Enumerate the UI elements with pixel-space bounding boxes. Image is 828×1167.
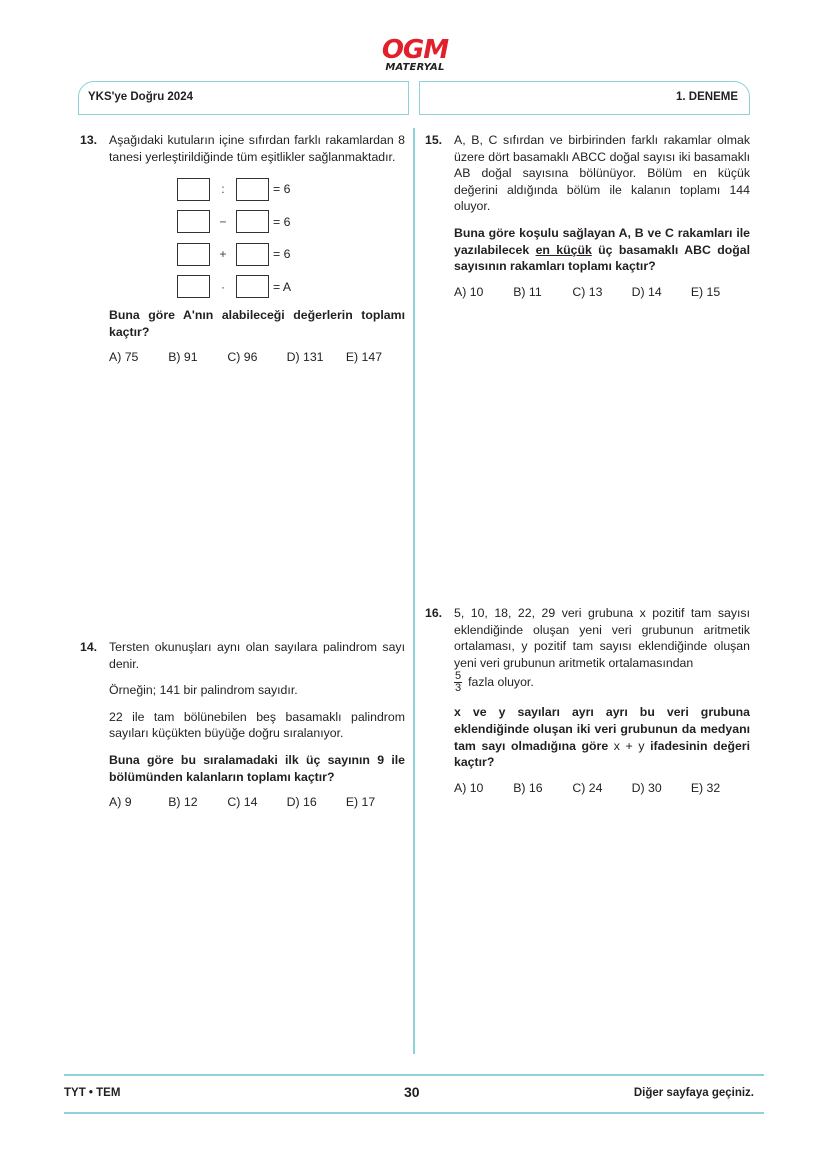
fraction-numerator: 5 (455, 670, 462, 683)
question-text: A, B, C sıfırdan ve birbirinden farklı rakamlar olmak üzere dört basamaklı ABCC doğal sayısı iki basamaklı AB doğal sayısına bölünüyor. Bölüm en küçük değerini aldığında bölüm ile kalanın toplamı 144 oluyor. (454, 133, 750, 214)
empty-box (177, 178, 210, 201)
question-number: 14. (80, 640, 98, 654)
equation-row (177, 173, 405, 206)
prompt-expression: x + y (613, 738, 645, 753)
prompt-part-2: üç basamaklı ABC doğal sayısının rakamları toplamı kaçtır? (454, 242, 751, 274)
fraction (454, 671, 462, 694)
choice-e[interactable]: E) 15 (690, 284, 721, 299)
logo-sub-text: MATERYAL (385, 62, 445, 73)
choice-d[interactable]: D) 16 (286, 795, 317, 810)
equation-row (177, 238, 405, 271)
choice-d[interactable]: D) 131 (286, 350, 324, 365)
choice-a[interactable]: A) 10 (454, 780, 484, 795)
choice-b[interactable]: B) 91 (168, 350, 198, 365)
operator: : (221, 182, 225, 197)
answer-choices (454, 780, 750, 797)
ogm-materyal-logo (373, 35, 457, 73)
empty-box (177, 243, 210, 266)
equation-row (177, 206, 405, 239)
footer-left: TYT • TEM (64, 1087, 121, 1099)
prompt-part-1: Buna göre koşulu sağlayan A, B ve C rakamları ile yazılabilecek (454, 225, 750, 257)
question-15 (425, 132, 750, 300)
question-14 (80, 639, 405, 811)
footer-right: Diğer sayfaya geçiniz. (633, 1087, 754, 1099)
book-title: YKS'ye Doğru 2024 (88, 91, 193, 103)
question-number: 13. (80, 133, 98, 147)
question-text-2: 22 ile tam bölünebilen beş basamaklı palindrom sayıları küçükten büyüğe doğru sıralanıyor. (109, 709, 405, 741)
operator: · (220, 279, 226, 294)
exam-title: 1. DENEME (676, 91, 738, 103)
choice-d[interactable]: D) 30 (631, 780, 662, 795)
choice-a[interactable]: A) 9 (109, 795, 132, 810)
choice-e[interactable]: E) 32 (690, 780, 721, 795)
question-text: Tersten okunuşları aynı olan sayılara palindrom sayı denir. (109, 640, 405, 671)
choice-c[interactable]: C) 24 (572, 780, 603, 795)
question-prompt (454, 225, 750, 275)
footer-bottom-rule (64, 1112, 764, 1114)
question-number: 15. (425, 133, 443, 147)
equation-result: = 6 (273, 182, 291, 197)
question-text-end: fazla oluyor. (468, 675, 534, 690)
prompt-underlined: en küçük (535, 242, 592, 257)
question-16 (425, 605, 750, 796)
operator: − (219, 214, 227, 229)
page-number: 30 (404, 1084, 420, 1100)
operator: + (219, 247, 227, 262)
logo-main-text: OGM (381, 35, 449, 65)
choice-e[interactable]: E) 147 (345, 350, 383, 365)
choice-b[interactable]: B) 12 (168, 795, 198, 810)
question-prompt (454, 704, 750, 770)
empty-box (236, 275, 269, 298)
column-divider (413, 128, 415, 1054)
choice-e[interactable]: E) 17 (345, 795, 376, 810)
choice-b[interactable]: B) 11 (513, 284, 542, 299)
header-left-box (78, 81, 409, 115)
question-text-main: 5, 10, 18, 22, 29 veri grubuna x pozitif tam sayısı eklendiğinde oluşan yeni veri grubunun aritmetik ortalaması, y pozitif tam sayısı eklendiğinde oluşan yeni veri grubunun aritmetik ortalamasından (454, 606, 750, 670)
equation-result: = 6 (273, 247, 291, 262)
prompt-part-2: ifadesinin değeri kaçtır? (454, 738, 750, 770)
empty-box (177, 275, 210, 298)
empty-box (236, 210, 269, 233)
empty-box (236, 178, 269, 201)
question-13 (80, 132, 405, 366)
equation-row (177, 271, 405, 304)
answer-choices (109, 349, 405, 366)
answer-choices (454, 284, 750, 301)
fraction-denominator: 3 (455, 682, 462, 695)
equation-result: = A (273, 279, 292, 294)
choice-c[interactable]: C) 13 (572, 284, 603, 299)
choice-d[interactable]: D) 14 (631, 284, 662, 299)
choice-b[interactable]: B) 16 (513, 780, 543, 795)
answer-choices (109, 794, 405, 811)
choice-a[interactable]: A) 10 (454, 284, 484, 299)
empty-box (236, 243, 269, 266)
question-text (454, 605, 750, 694)
prompt-part-1: x ve y sayıları ayrı ayrı bu veri grubuna eklendiğinde oluşan iki veri grubunun da medyanı tam sayı olmadığına göre (454, 705, 750, 753)
question-prompt: Buna göre A'nın alabileceği değerlerin toplamı kaçtır? (109, 308, 405, 339)
question-example: Örneğin; 141 bir palindrom sayıdır. (109, 683, 298, 698)
question-number: 16. (425, 606, 443, 620)
choice-c[interactable]: C) 14 (227, 795, 258, 810)
equation-grid (177, 173, 405, 303)
question-prompt: Buna göre bu sıralamadaki ilk üç sayının 9 ile bölümünden kalanların toplamı kaçtır? (109, 752, 405, 784)
header-right-box (419, 81, 750, 115)
choice-c[interactable]: C) 96 (227, 350, 258, 365)
footer-top-rule (64, 1074, 764, 1076)
question-text: Aşağıdaki kutuların içine sıfırdan farklı rakamlardan 8 tanesi yerleştirildiğinde tüm eşitlikler sağlanmaktadır. (109, 133, 405, 164)
choice-a[interactable]: A) 75 (109, 350, 139, 365)
empty-box (177, 210, 210, 233)
equation-result: = 6 (273, 214, 291, 229)
